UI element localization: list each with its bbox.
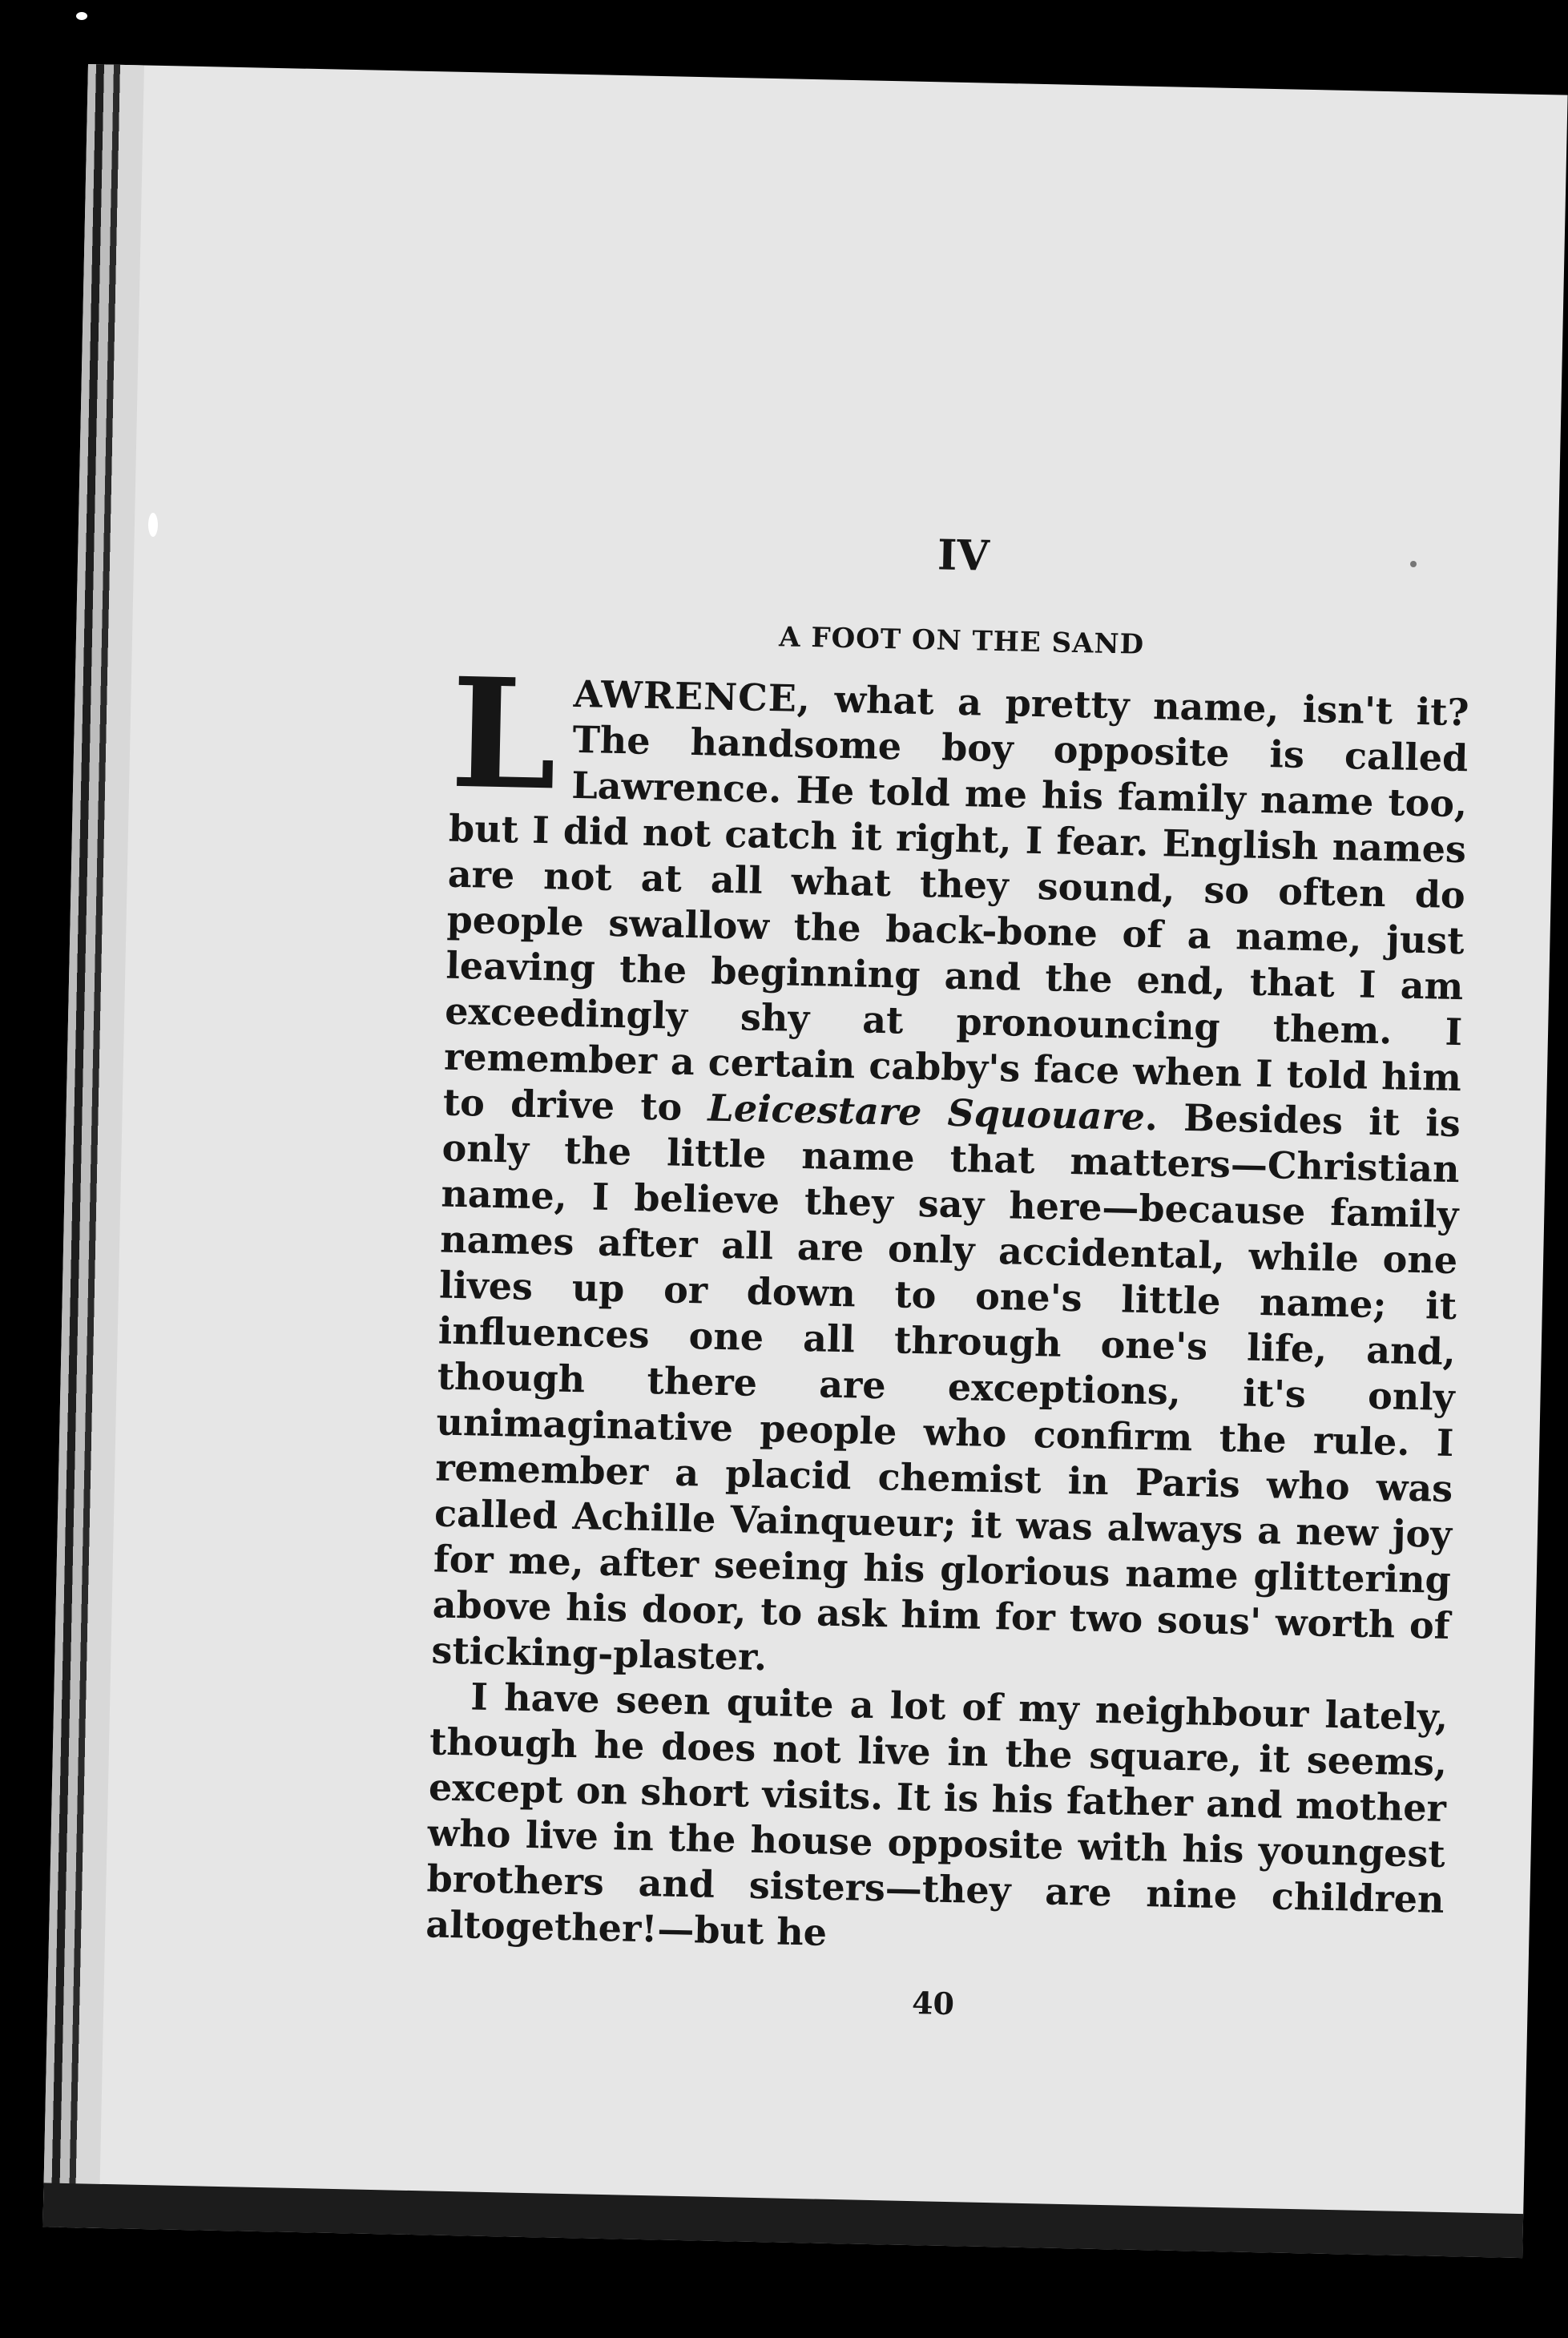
italic-place-name: Leicestare Squouare [707,1086,1146,1139]
page-text [424,521,1473,2032]
paragraph-text: what a pretty name, isn't it? The handsome boy opposite is called Lawrence. He told me his family name too, but I did not catch it right, I fear. English names are not at all what they sound, so often do people swallow the back-bone of a name, just leaving the beginning and the end, that I am exceedingly shy at pronouncing them. I remember a certain cabby's face when I told him to drive to [442,677,1469,1130]
dust-speck [1410,561,1417,567]
book-page [42,64,1567,2258]
paragraph-text-continued: . Besides it is only the little name that matters—Christian name, I believe they say here—because family names after all are only accidental, while one lives up or down to one's little name; it influences one all through one's life, and, though there are exceptions, it's only unimaginative people who confirm the rule. I remember a placid chemist in Paris who was called Achille Vainqueur; it was always a new joy for me, after seeing his glorious name glittering above his door, to ask him for two sous' worth of sticking-plaster. [431,1094,1461,1679]
paragraph [431,644,1469,1695]
page-number: 40 [911,1985,955,2022]
drop-cap: L [449,644,559,824]
chapter-number: IV [937,530,990,581]
dust-speck [76,12,87,20]
chapter-title: A FOOT ON THE SAND [778,621,1145,661]
paragraph: I have seen quite a lot of my neighbour lately, though he does not live in the square, it seems, except on short visits. It is his father and mother who live in the house opposite with his youngest brothers and sisters—they are nine children altogether!—but he [425,1675,1449,1954]
lead-caps: AWRENCE, [573,671,812,721]
dust-speck [148,513,158,537]
page-bottom-shadow [42,2183,1523,2258]
page-edge [42,64,144,2228]
